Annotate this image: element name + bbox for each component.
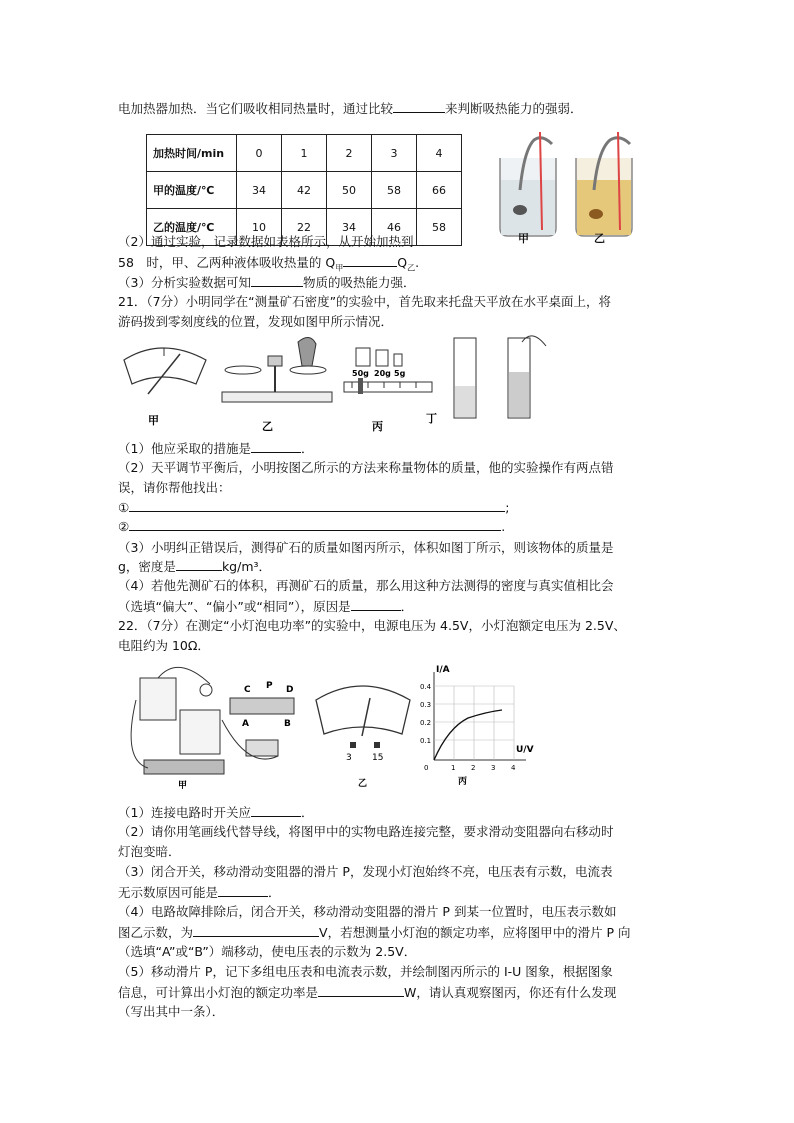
q22-part1: （1）连接电路时开关应 ． (118, 805, 314, 820)
q20-part2-line1: （2）通过实验，记录数据如表格所示，从开始加热到 (118, 234, 414, 249)
q21-part4: （4）若他先测矿石的体积，再测矿石的质量，那么用这种方法测得的密度与真实值相比会 (118, 578, 614, 593)
rheostat-label-d: D (286, 685, 294, 695)
beaker-jia (500, 132, 556, 236)
fig-label-bing: 丙 (372, 420, 383, 432)
fig-label-yi: 乙 (358, 779, 368, 789)
answer-blank[interactable] (129, 518, 501, 531)
balance-pointer-dial (124, 348, 206, 394)
meter-terminal-15: 15 (372, 753, 384, 763)
weight-label-50g: 50g (352, 369, 369, 378)
q21-part2: （2）天平调节平衡后，小明按图乙所示的方法来称量物体的质量，他的实验操作有两点错 (118, 460, 614, 475)
q22-part4-c: （选填“A”或“B”）端移动，使电压表的示数为 2.5V． (118, 944, 417, 959)
q22-part2-b: 灯泡变暗． (118, 844, 181, 859)
q22-part2: （2）请你用笔画线代替导线，将图甲中的实物电路连接完整，要求滑动变阻器向右移动时 (118, 824, 614, 839)
q21-figures (118, 332, 558, 432)
beaker-label-jia: 甲 (518, 232, 529, 245)
q21-heading-2: 游码拨到零刻度线的位置，发现如图甲所示情况． (118, 314, 394, 329)
answer-blank[interactable] (393, 100, 445, 113)
q22-part4-b: 图乙示数，为 V，若想测量小灯泡的额定功率，应将图甲中的滑片 P 向 (118, 925, 631, 940)
answer-blank[interactable] (176, 558, 222, 571)
q22-part5: （5）移动滑片 P，记下多组电压表和电流表示数，并绘制图丙所示的 I-U 图象，根据图象 (118, 964, 613, 979)
fig-label-yi: 乙 (262, 420, 273, 432)
heating-data-table (146, 134, 462, 246)
table-row: 乙的温度/℃ 10 22 34 46 58 (147, 209, 462, 246)
graph-xtick: 0 (424, 764, 429, 772)
graph-ylabel: I/A (436, 665, 450, 675)
beakers-figure (490, 130, 650, 245)
weight-label-5g: 5g (394, 369, 406, 378)
q22-part3-b: 无示数原因可能是 ． (118, 885, 281, 900)
answer-blank[interactable] (251, 804, 301, 817)
answer-blank[interactable] (318, 984, 404, 997)
answer-blank[interactable] (251, 440, 301, 453)
fig-label-jia: 甲 (178, 781, 188, 790)
graph-xtick: 2 (471, 764, 476, 772)
answer-blank[interactable] (218, 884, 268, 897)
q21-error-1: ① ; (118, 500, 510, 515)
fig-label-bing: 丙 (458, 777, 468, 787)
graph-ytick: 0.1 (420, 737, 432, 745)
q20-line1: 电加热器加热．当它们吸收相同热量时，通过比较 来判断吸热能力的强弱． (118, 101, 583, 116)
q21-part4-b: （选填“偏大”、“偏小”或“相同”），原因是 ． (118, 599, 414, 614)
answer-blank[interactable] (193, 924, 319, 937)
graph-xtick: 1 (451, 764, 456, 772)
fig-label-ding: 丁 (426, 412, 437, 425)
q21-error-2: ② . (118, 519, 506, 534)
beaker-label-yi: 乙 (594, 232, 605, 245)
q22-part5-c: （写出其中一条）． (118, 1004, 225, 1019)
rheostat-label-p: P (266, 681, 273, 691)
q22-figures (118, 660, 538, 790)
q20-part2-line2: 58 时，甲、乙两种液体吸收热量的 $Q_甲$ $Q_乙$. (118, 255, 420, 273)
graduated-cylinders (454, 336, 546, 418)
graph-xtick: 3 (491, 764, 496, 772)
q22-heading: 22．（7分）在测定“小灯泡电功率”的实验中，电源电压为 4.5V，小灯泡额定电压为 2.5V、 (118, 618, 626, 633)
graph-ytick: 0.3 (420, 701, 432, 709)
q20-part3: （3）分析实验数据可知 物质的吸热能力强． (118, 275, 416, 290)
answer-blank[interactable] (251, 274, 303, 287)
rheostat-label-c: C (244, 685, 251, 695)
graph-ytick: 0.2 (420, 719, 432, 727)
table-row: 加热时间/min 0 1 2 3 4 (147, 135, 462, 172)
graph-ytick: 0.4 (420, 683, 432, 691)
q21-part3: （3）小明纠正错误后，测得矿石的质量如图丙所示，体积如图丁所示，则该物体的质量是 (118, 540, 614, 555)
q21-part3-b: g，密度是 kg/m³． (118, 559, 272, 574)
voltmeter-dial (316, 686, 410, 748)
graph-xtick: 4 (511, 764, 516, 772)
rheostat-label-b: B (284, 719, 291, 729)
answer-blank[interactable] (351, 598, 401, 611)
answer-blank[interactable] (129, 499, 505, 512)
beaker-yi (576, 132, 632, 236)
weight-label-20g: 20g (374, 369, 391, 378)
graph-xlabel: U/V (516, 745, 534, 755)
q22-part5-b: 信息，可计算出小灯泡的额定功率是 W，请认真观察图丙，你还有什么发现 (118, 985, 617, 1000)
q21-part2-b: 误，请你帮他找出： (118, 480, 231, 495)
q21-part1: （1）他应采取的措施是 ． (118, 441, 314, 456)
meter-terminal-3: 3 (346, 753, 352, 763)
fig-label-jia: 甲 (148, 414, 159, 427)
rheostat-label-a: A (242, 719, 249, 729)
q21-heading: 21．（7分）小明同学在“测量矿石密度”的实验中，首先取来托盘天平放在水平桌面上，将 (118, 294, 612, 309)
answer-blank[interactable] (343, 254, 397, 267)
table-row: 甲的温度/℃ 34 42 50 58 66 (147, 172, 462, 209)
q22-part3: （3）闭合开关，移动滑动变阻器的滑片 P，发现小灯泡始终不亮，电压表有示数，电流表 (118, 864, 613, 879)
q22-heading-2: 电阻约为 10Ω． (118, 638, 210, 653)
iu-graph (434, 672, 526, 760)
balance-scale-figure (222, 337, 332, 402)
q22-part4: （4）电路故障排除后，闭合开关，移动滑动变阻器的滑片 P 到某一位置时，电压表示数如 (118, 904, 617, 919)
